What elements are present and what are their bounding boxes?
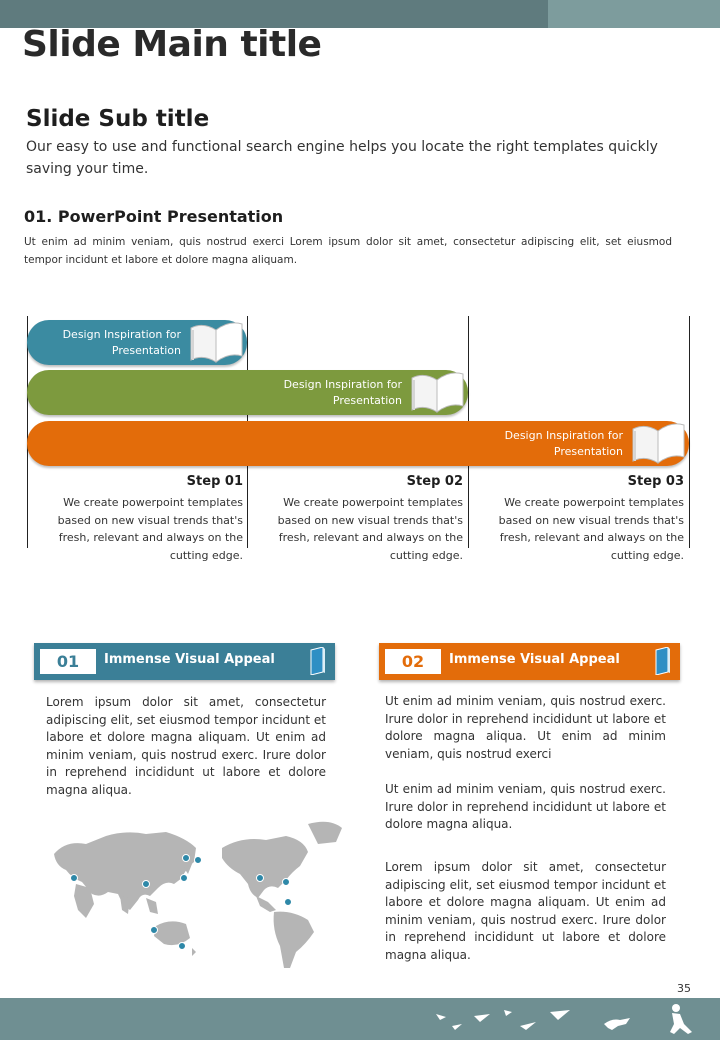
step-text: We create powerpoint templates based on new visual trends that's fresh, relevant and always on the cutting edge. [57, 496, 243, 562]
timeline-bar-label: Design Inspiration for Presentation [283, 378, 402, 407]
card-header-02 [379, 643, 680, 680]
timeline-divider [689, 316, 690, 548]
timeline-step [251, 472, 463, 564]
top-banner-accent [548, 0, 720, 28]
card-02-paragraph: Ut enim ad minim veniam, quis nostrud exerc. Irure dolor in reprehend incididunt ut labore et dolore magna aliqua. Ut enim ad minim veniam, quis nostrud exerci [385, 694, 666, 761]
section-text: Ut enim ad minim veniam, quis nostrud exerci Lorem ipsum dolor sit amet, consectetur adipiscing elit, set eiusmod tempor incidunt et labore et dolore magna aliquam. [24, 236, 672, 266]
step-title: Step 01 [186, 474, 243, 489]
card-01-paragraph: Lorem ipsum dolor sit amet, consectetur adipiscing elit, set eiusmod tempor incidunt et labore et dolore magna aliquam. Ut enim ad minim veniam, quis nostrud exerc. Irure dolor in reprehend incididunt ut labore et dolore magna aliqua. [46, 695, 326, 797]
open-book-icon [187, 318, 245, 364]
card-number: 01 [40, 649, 96, 674]
card-02-paragraph: Ut enim ad minim veniam, quis nostrud exerc. Irure dolor in reprehend incididunt ut labore et dolore magna aliqua. [385, 782, 666, 831]
open-book-icon [408, 368, 466, 414]
timeline-bar-label: Design Inspiration for Presentation [62, 328, 181, 357]
running-figure-icon [604, 1004, 692, 1034]
section-heading: 01. PowerPoint Presentation [24, 207, 284, 226]
page-title: Slide Main title [22, 24, 322, 65]
book-icon [309, 647, 327, 675]
bottom-banner [0, 998, 720, 1040]
world-map-icon [46, 818, 346, 970]
card-title: Immense Visual Appeal [449, 652, 620, 667]
card-title: Immense Visual Appeal [104, 652, 275, 667]
book-icon [654, 647, 672, 675]
step-title: Step 03 [627, 474, 684, 489]
step-title: Step 02 [406, 474, 463, 489]
card-02-paragraph: Lorem ipsum dolor sit amet, consectetur adipiscing elit, set eiusmod tempor incidunt et labore et dolore magna aliquam. Ut enim ad minim veniam, quis nostrud exerc. Irure dolor in reprehend incididunt ut labore et dolore magna aliqua. [385, 860, 666, 962]
timeline-bar [27, 421, 689, 466]
open-book-icon [629, 419, 687, 465]
paper-plane-icon [0, 998, 720, 1040]
timeline-bar [27, 370, 468, 415]
page-number: 35 [677, 982, 691, 995]
timeline-bar-label: Design Inspiration for Presentation [504, 429, 623, 458]
card-header-01 [34, 643, 335, 680]
step-text: We create powerpoint templates based on new visual trends that's fresh, relevant and always on the cutting edge. [498, 496, 684, 562]
page-subtitle: Slide Sub title [26, 106, 210, 132]
subtitle-description: Our easy to use and functional search engine helps you locate the right templates quickly saving your time. [26, 139, 658, 177]
step-text: We create powerpoint templates based on new visual trends that's fresh, relevant and always on the cutting edge. [277, 496, 463, 562]
timeline-step [472, 472, 684, 564]
timeline-step [31, 472, 243, 564]
card-number: 02 [385, 649, 441, 674]
timeline-bar [27, 320, 247, 365]
